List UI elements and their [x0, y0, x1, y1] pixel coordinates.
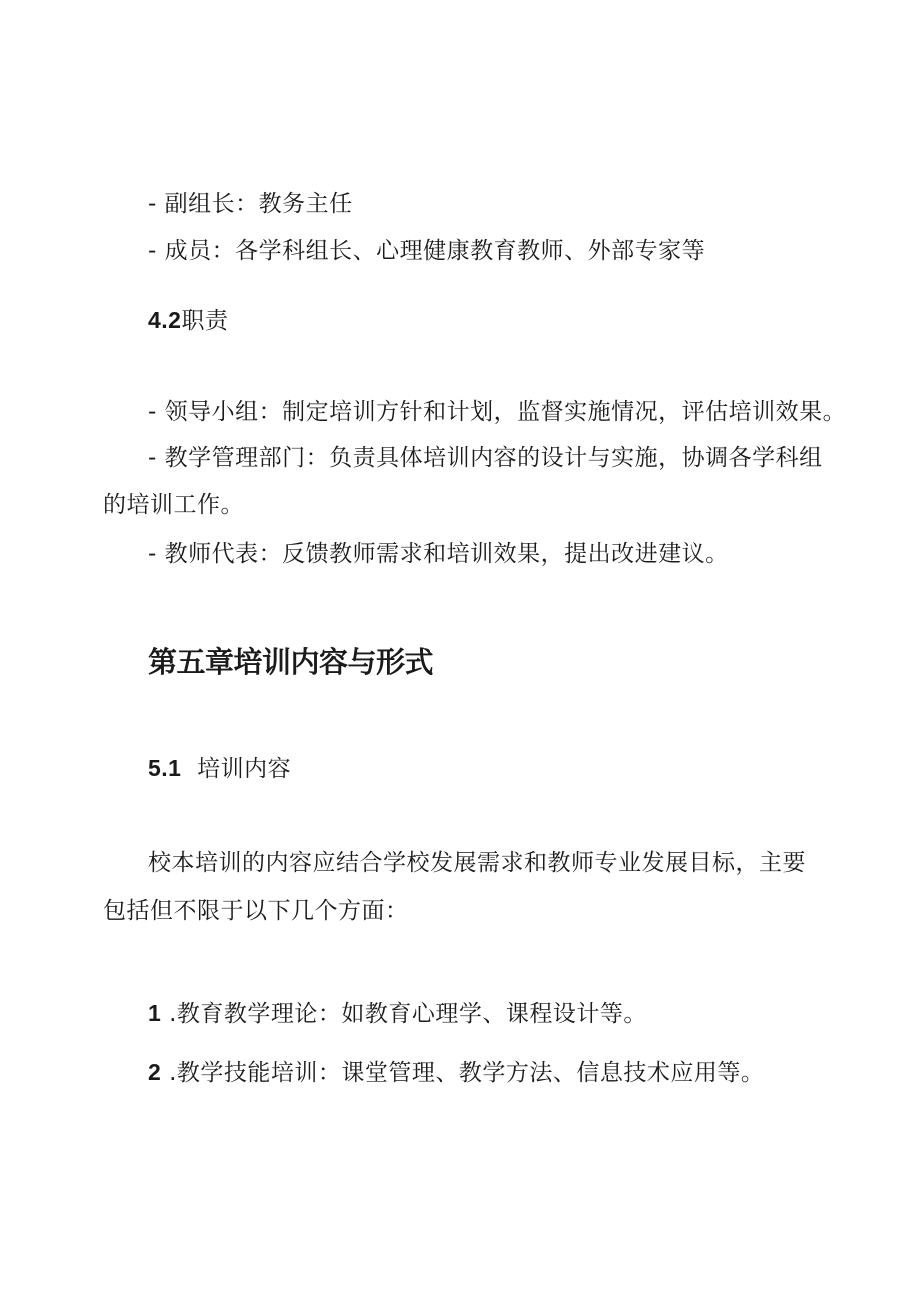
- section-5-1-heading: [148, 753, 291, 784]
- deputy-leader-line: - 副组长：教务主任: [148, 191, 353, 217]
- duty-teaching-management: - 教学管理部门：负责具体培训内容的设计与实施，协调各学科组: [148, 445, 823, 471]
- chapter-5-title: 第五章培训内容与形式: [148, 645, 434, 679]
- section-number: 5.1: [148, 755, 182, 781]
- intro-paragraph-line-2: 包括但不限于以下几个方面：: [103, 898, 409, 924]
- section-4-2-heading: [148, 305, 228, 336]
- duty-teacher-representatives: - 教师代表：反馈教师需求和培训效果，提出改进建议。: [148, 541, 729, 567]
- list-item: [148, 998, 647, 1029]
- duty-teaching-management-cont: 的培训工作。: [103, 492, 244, 518]
- duty-leadership-group: - 领导小组：制定培训方针和计划，监督实施情况，评估培训效果。: [148, 399, 847, 425]
- list-item-text: .教学技能培训：课堂管理、教学方法、信息技术应用等。: [169, 1060, 765, 1086]
- list-item-text: .教育教学理论：如教育心理学、课程设计等。: [169, 1001, 647, 1027]
- intro-paragraph-line-1: 校本培训的内容应结合学校发展需求和教师专业发展目标，主要: [148, 850, 806, 876]
- section-title: 职责: [181, 308, 229, 334]
- section-title: 培训内容: [197, 756, 292, 782]
- list-item-number: 2: [148, 1059, 162, 1085]
- list-item: [148, 1057, 764, 1088]
- members-line: - 成员：各学科组长、心理健康教育教师、外部专家等: [148, 238, 706, 264]
- section-number: 4.2: [148, 307, 182, 333]
- list-item-number: 1: [148, 1000, 162, 1026]
